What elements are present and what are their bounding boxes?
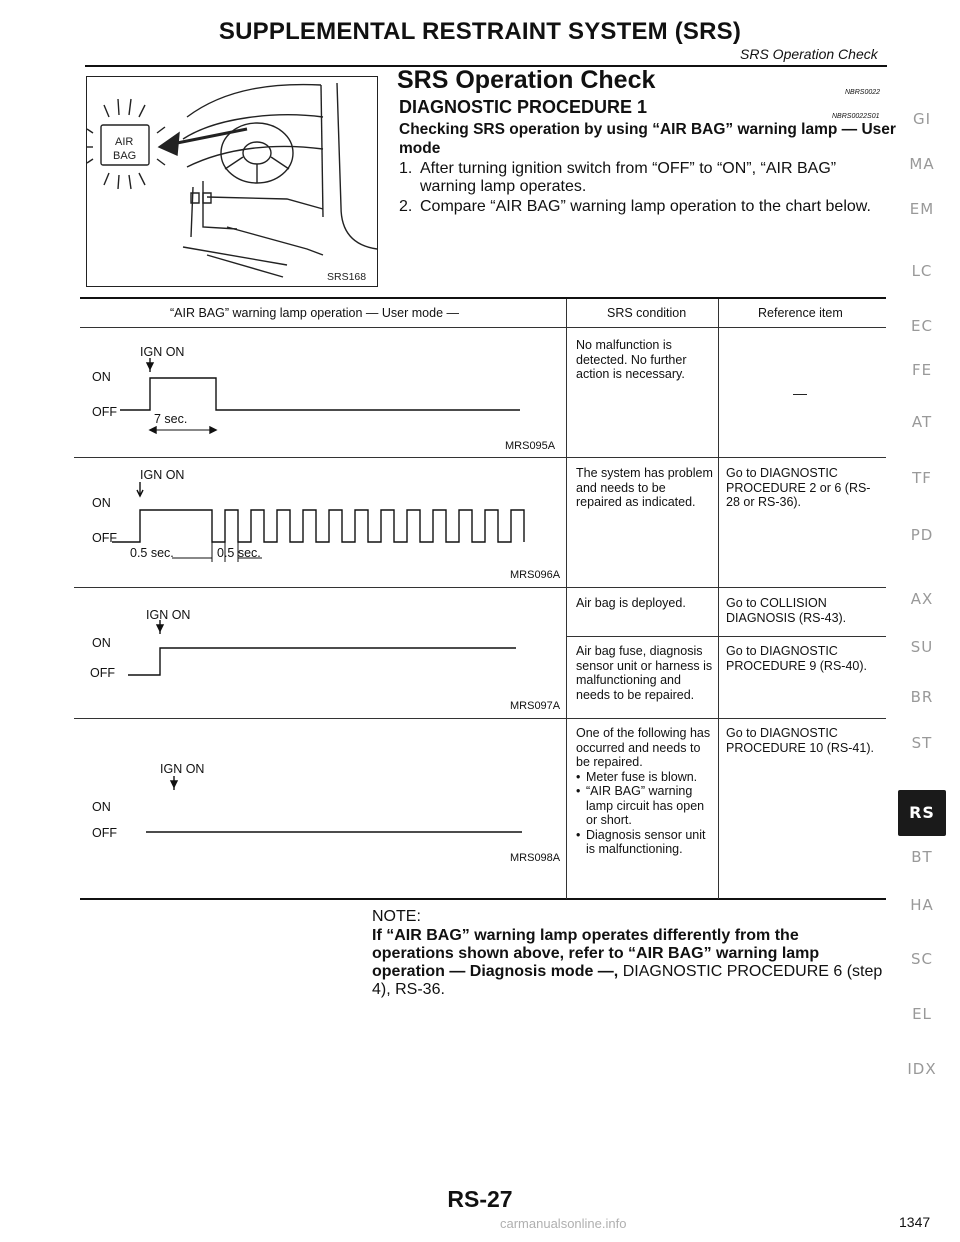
section-tab-pd[interactable]: PD bbox=[910, 526, 934, 544]
section-tab-ha[interactable]: HA bbox=[910, 896, 934, 914]
section-tab-em[interactable]: EM bbox=[909, 200, 935, 218]
section-tab-fe[interactable]: FE bbox=[911, 361, 933, 379]
column-divider bbox=[566, 299, 567, 899]
column-divider bbox=[718, 299, 719, 899]
on-label: ON bbox=[92, 800, 111, 814]
on-label: ON bbox=[92, 370, 111, 384]
header-reference: Reference item bbox=[758, 306, 843, 320]
section-tab-st[interactable]: ST bbox=[911, 734, 933, 752]
on-label: ON bbox=[92, 636, 111, 650]
figure-code: MRS095A bbox=[505, 440, 556, 452]
site-credit: carmanualsonline.info bbox=[500, 1216, 627, 1231]
row-subdivider bbox=[566, 636, 886, 637]
waveform-steady-on bbox=[112, 620, 522, 684]
off-label: OFF bbox=[92, 405, 117, 419]
page-number: 1347 bbox=[899, 1214, 931, 1230]
ign-on-label: IGN ON bbox=[146, 608, 191, 622]
section-tab-el[interactable]: EL bbox=[912, 1005, 932, 1023]
page-header-subtitle: SRS Operation Check bbox=[740, 46, 878, 62]
list-item: • Diagnosis sensor unit is malfunctioning. bbox=[576, 828, 716, 857]
step-text: Compare “AIR BAG” warning lamp operation to the chart below. bbox=[420, 198, 871, 215]
row3-reference-b: Go to DIAGNOSTIC PROCEDURE 9 (RS-40). bbox=[726, 644, 867, 673]
dashboard-illustration bbox=[86, 76, 378, 287]
row3-condition-b: Air bag fuse, diagnosis sensor unit or harness is malfunctioning and needs to be repaired. bbox=[576, 644, 713, 702]
header-srs-condition: SRS condition bbox=[607, 306, 687, 320]
section-tab-lc[interactable]: LC bbox=[911, 262, 933, 280]
section-tab-br[interactable]: BR bbox=[910, 688, 934, 706]
off-label: OFF bbox=[90, 666, 115, 680]
ign-on-label: IGN ON bbox=[140, 468, 185, 482]
ign-on-arrow bbox=[137, 482, 143, 496]
row3-condition-a: Air bag is deployed. bbox=[576, 596, 686, 610]
section-code: NBRS0022 bbox=[845, 89, 881, 96]
row-divider bbox=[74, 718, 886, 719]
section-tab-ax[interactable]: AX bbox=[910, 590, 934, 608]
half-sec-label: 0.5 sec. bbox=[130, 546, 174, 560]
list-item: • Meter fuse is blown. bbox=[576, 770, 716, 785]
off-label: OFF bbox=[92, 531, 117, 545]
half-sec-label: 0.5 sec. bbox=[217, 546, 261, 560]
section-tab-rs[interactable]: RS bbox=[898, 790, 946, 836]
ign-on-label: IGN ON bbox=[160, 762, 205, 776]
note-bold-text: If “AIR BAG” warning lamp operates differently from the operations shown above, refer to “AIR BAG” warning lamp operation — Diagnosis mode —, bbox=[372, 927, 820, 980]
figure-code: MRS097A bbox=[510, 700, 561, 712]
row-divider bbox=[74, 587, 886, 588]
row1-condition: No malfunction is detected. No further action is necessary. bbox=[576, 338, 687, 381]
step-number: 1. bbox=[399, 160, 413, 177]
row4-condition-list bbox=[576, 770, 716, 857]
section-title: SRS Operation Check bbox=[397, 66, 656, 94]
note-text bbox=[372, 927, 884, 999]
section-tab-gi[interactable]: GI bbox=[912, 110, 932, 128]
waveform-flashing bbox=[112, 480, 542, 580]
figure-code: SRS168 bbox=[327, 271, 367, 283]
step-text: After turning ignition switch from “OFF” to “ON”, “AIR BAG” warning lamp operates. bbox=[420, 160, 837, 195]
page-header-title: SUPPLEMENTAL RESTRAINT SYSTEM (SRS) bbox=[218, 18, 742, 45]
table-bottom-rule bbox=[80, 898, 886, 900]
table-top-rule bbox=[80, 297, 886, 299]
dashboard-drawing bbox=[87, 77, 377, 285]
row4-condition bbox=[576, 726, 716, 857]
section-tab-idx[interactable]: IDX bbox=[907, 1060, 937, 1078]
row2-reference: Go to DIAGNOSTIC PROCEDURE 2 or 6 (RS-28 or RS-36). bbox=[726, 466, 871, 509]
section-tab-ec[interactable]: EC bbox=[911, 317, 933, 335]
ign-on-label: IGN ON bbox=[140, 345, 185, 359]
note-label: NOTE: bbox=[372, 908, 421, 925]
step-number: 2. bbox=[399, 198, 413, 215]
figure-code: MRS096A bbox=[510, 569, 561, 581]
section-tab-bt[interactable]: BT bbox=[911, 848, 933, 866]
figure-code: MRS098A bbox=[510, 852, 561, 864]
flash-signal-line bbox=[112, 510, 524, 542]
step-item bbox=[399, 198, 894, 216]
list-item: • “AIR BAG” warning lamp circuit has open or short. bbox=[576, 784, 716, 828]
section-tab-su[interactable]: SU bbox=[910, 638, 934, 656]
header-lamp-operation: “AIR BAG” warning lamp operation — User mode — bbox=[170, 306, 459, 320]
procedure-code: NBRS0022S01 bbox=[832, 113, 880, 120]
lamp-text-air: AIR bbox=[115, 136, 134, 148]
section-tab-at[interactable]: AT bbox=[911, 413, 933, 431]
on-label: ON bbox=[92, 496, 111, 510]
step-item bbox=[399, 160, 894, 196]
off-label: OFF bbox=[92, 826, 117, 840]
table-header-rule bbox=[80, 327, 886, 328]
row2-condition: The system has problem and needs to be repaired as indicated. bbox=[576, 466, 713, 509]
page-code: RS-27 bbox=[447, 1186, 513, 1212]
row1-reference: — bbox=[793, 385, 807, 401]
row4-reference: Go to DIAGNOSTIC PROCEDURE 10 (RS-41). bbox=[726, 726, 874, 755]
procedure-heading: DIAGNOSTIC PROCEDURE 1 bbox=[399, 97, 648, 117]
row-divider bbox=[74, 457, 886, 458]
section-tab-sc[interactable]: SC bbox=[911, 950, 933, 968]
seven-sec-label: 7 sec. bbox=[154, 412, 188, 426]
row4-condition-intro: One of the following has occurred and needs to be repaired. bbox=[576, 726, 711, 769]
note-normal-text: DIAGNOSTIC PROCEDURE 6 (step 4), RS-36. bbox=[372, 963, 883, 998]
section-tab-ma[interactable]: MA bbox=[909, 155, 935, 173]
section-tab-tf[interactable]: TF bbox=[912, 469, 932, 487]
lamp-text-bag: BAG bbox=[113, 150, 137, 162]
check-heading: Checking SRS operation by using “AIR BAG” warning lamp — User mode bbox=[399, 121, 896, 157]
row3-reference-a: Go to COLLISION DIAGNOSIS (RS-43). bbox=[726, 596, 847, 625]
waveform-off bbox=[112, 776, 532, 836]
